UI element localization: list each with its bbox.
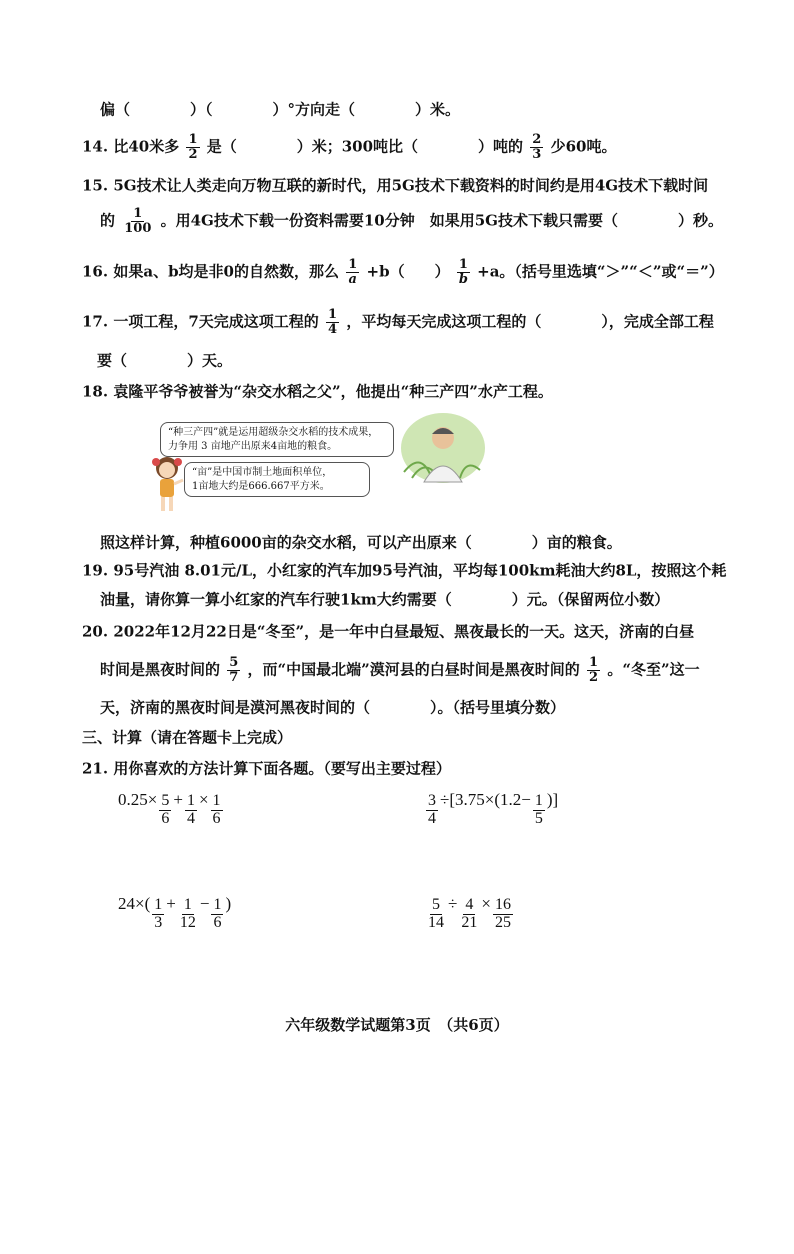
calc-expression-1: 0.25× $\frac{5}{6}$ + $\frac{1}{4}$ × $\frac{1}{6}$: [118, 790, 221, 827]
yuan-longping-portrait-icon: [400, 412, 486, 484]
question-17-line2: 要（ ）天。: [97, 351, 233, 370]
question-18-line2: 照这样计算，种植6000亩的杂交水稻，可以产出原来（ ）亩的粮食。: [100, 533, 622, 552]
speech-bubble-2: “亩”是中国市制土地面积单位， 1亩地大约是666.667平方米。: [184, 462, 370, 497]
q20-number: 20.: [82, 622, 109, 641]
fraction: $\frac{1}{100}$: [124, 206, 152, 236]
question-20-line3: 天，济南的黑夜时间是漠河黑夜时间的（ ）。（括号里填分数）: [100, 698, 566, 717]
fraction: $\frac{1}{4}$: [328, 307, 338, 337]
fraction: $\frac{1}{b}$: [458, 257, 468, 287]
question-20-line2: 时间是黑夜时间的 $\frac{5}{7}$ ，而“中国最北端”漠河县的白昼时间是黑夜时间的 $\frac{1}{2}$ 。“冬至”这一: [100, 655, 700, 685]
fraction: $\frac{5}{7}$: [229, 655, 239, 685]
question-20: 20. 2022年12月22日是“冬至”，是一年中白昼最短、黑夜最长的一天。这天，济南的白昼: [82, 622, 695, 641]
fraction: $\frac{1}{a}$: [348, 257, 358, 287]
q21-number: 21.: [82, 759, 109, 778]
q18-number: 18.: [82, 382, 109, 401]
q19-number: 19.: [82, 561, 109, 580]
question-16: 16. 如果a、b均是非0的自然数，那么 $\frac{1}{a}$ +b（ ） $\frac{1}{b}$ +a。（括号里选填“＞”“＜”或“＝”）: [82, 257, 724, 287]
q15-number: 15.: [82, 176, 109, 195]
fraction: $\frac{2}{3}$: [532, 132, 542, 162]
question-19-line2: 油量，请你算一算小红家的汽车行驶1km大约需要（ ）元。（保留两位小数）: [100, 590, 670, 609]
q16-number: 16.: [82, 262, 109, 281]
yuan-longping-illustration: [150, 410, 490, 520]
q17-number: 17.: [82, 312, 109, 331]
girl-cartoon-icon: [150, 454, 184, 516]
question-14: 14. 比40米多 $\frac{1}{2}$ 是（ ）米；300吨比（ ）吨的 $\frac{2}{3}$ 少60吨。: [82, 132, 617, 162]
calc-expression-2: $\frac{3}{4}$ ÷[3.75×(1.2− $\frac{1}{5}$ )]: [428, 790, 559, 827]
question-19: 19. 95号汽油 8.01元/L，小红家的汽车加95号汽油，平均每100km耗油大约8L，按照这个耗: [82, 561, 727, 580]
fraction: $\frac{1}{2}$: [188, 132, 198, 162]
question-17: 17. 一项工程，7天完成这项工程的 $\frac{1}{4}$ ，平均每天完成这项工程的（ ），完成全部工程: [82, 307, 714, 337]
question-15: 15. 5G技术让人类走向万物互联的新时代，用5G技术下载资料的时间约是用4G技术下载时间: [82, 176, 709, 195]
question-15-line2: 的 $\frac{1}{100}$ 。用4G技术下载一份资料需要10分钟 如果用5G技术下载只需要（ ）秒。: [100, 206, 723, 236]
calc-expression-4: $\frac{5}{14}$ ÷ $\frac{4}{21}$ × $\frac{16}{25}$: [428, 894, 511, 931]
page-footer: 六年级数学试题第3页 （共6页）: [285, 1016, 509, 1034]
calc-expression-3: 24×( $\frac{1}{3}$ + $\frac{1}{12}$ − $\frac{1}{6}$ ): [118, 894, 232, 931]
question-21: 21. 用你喜欢的方法计算下面各题。（要写出主要过程）: [82, 759, 451, 778]
section-3-title: 三、计算（请在答题卡上完成）: [82, 728, 293, 747]
fraction: $\frac{1}{2}$: [589, 655, 599, 685]
speech-bubble-1: “种三产四”就是运用超级杂交水稻的技术成果， 力争用 3 亩地产出原来4亩地的粮食。: [160, 422, 394, 457]
q14-number: 14.: [82, 137, 109, 156]
question-18: 18. 袁隆平爷爷被誉为“杂交水稻之父”，他提出“种三产四”水产工程。: [82, 382, 553, 401]
q13-continuation: 偏（ ）（ ）°方向走（ ）米。: [100, 100, 461, 119]
